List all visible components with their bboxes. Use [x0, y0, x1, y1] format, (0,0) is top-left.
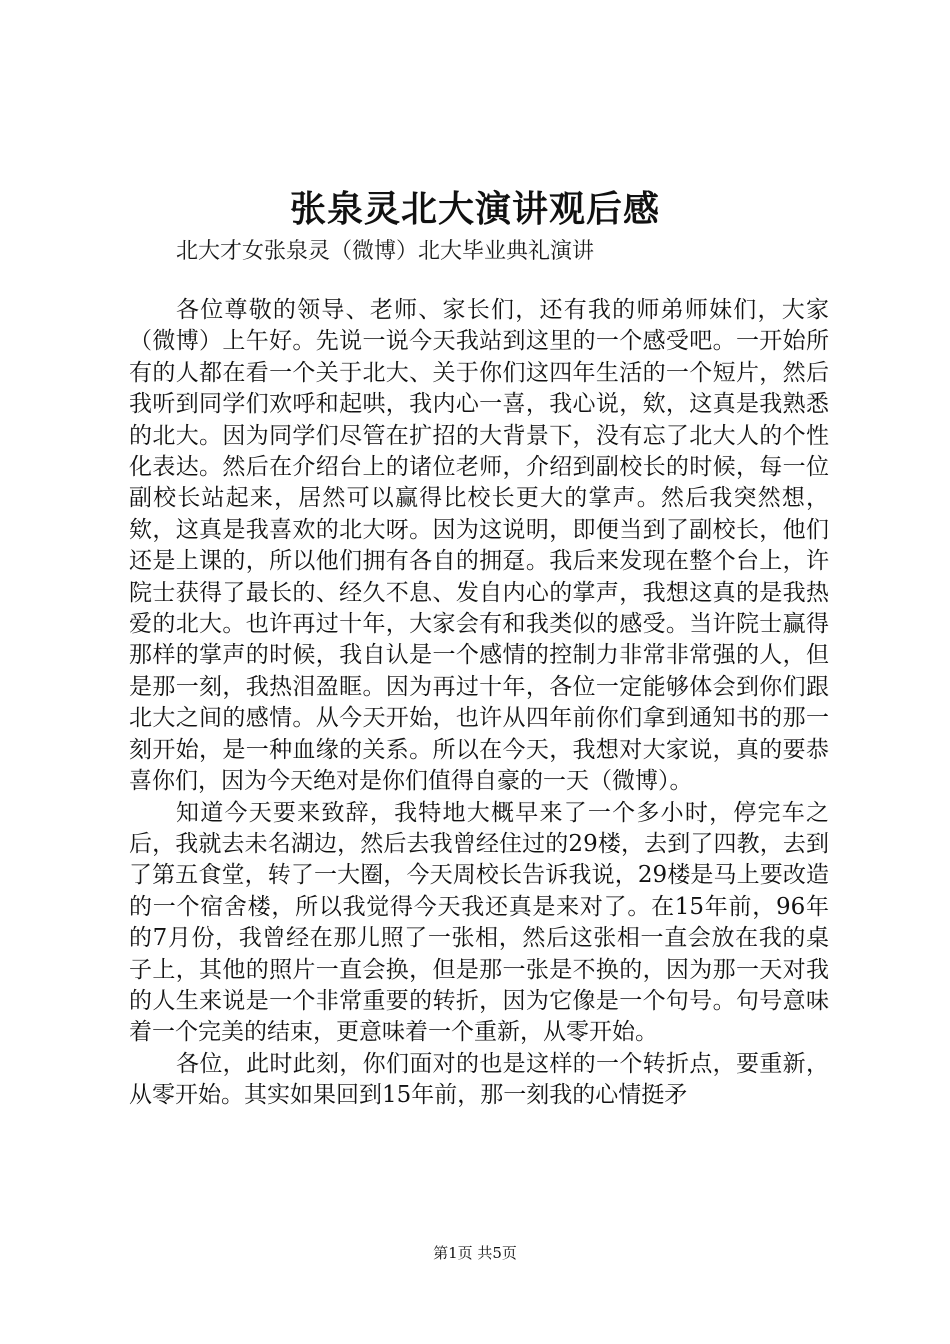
document-subtitle: 北大才女张泉灵（微博）北大毕业典礼演讲: [176, 239, 595, 264]
document-title: 张泉灵北大演讲观后感: [289, 188, 660, 230]
page-number-footer: 第1页 共5页: [433, 1244, 517, 1262]
paragraph: 各位尊敬的领导、老师、家长们，还有我的师弟师妹们，大家（微博）上午好。先说一说今天我站到这里的一个感受吧。一开始所有的人都在看一个关于北大、关于你们这四年生活的一个短片，然后我听到同学们欢呼和起哄，我内心一喜，我心说，欸，这真是我熟悉的北大。因为同学们尽管在扩招的大背景下，没有忘了北大人的个性化表达。然后在介绍台上的诸位老师，介绍到副校长的时候，每一位副校长站起来，居然可以赢得比校长更大的掌声。然后我突然想，欸，这真是我喜欢的北大呀。因为这说明，即便当到了副校长，他们还是上课的，所以他们拥有各自的拥趸。我后来发现在整个台上，许院士获得了最长的、经久不息、发自内心的掌声，我想这真的是我热爱的北大。也许再过十年，大家会有和我类似的感受。当许院士赢得那样的掌声的时候，我自认是一个感情的控制力非常非常强的人，但是那一刻，我热泪盈眶。因为再过十年，各位一定能够体会到你们跟北大之间的感情。从今天开始，也许从四年前你们拿到通知书的那一刻开始，是一种血缘的关系。所以在今天，我想对大家说，真的要恭喜你们，因为今天绝对是你们值得自豪的一天（微博）。: [129, 297, 829, 795]
paragraph: 各位，此时此刻，你们面对的也是这样的一个转折点，要重新，从零开始。其实如果回到15年前，那一刻我的心情挺矛: [129, 1050, 829, 1109]
document-body: [129, 295, 829, 1112]
paragraph: 知道今天要来致辞，我特地大概早来了一个多小时，停完车之后，我就去未名湖边，然后去我曾经住过的29楼，去到了四教，去到了第五食堂，转了一大圈，今天周校长告诉我说，29楼是马上要改造的一个宿舍楼，所以我觉得今天我还真是来对了。在15年前，96年的7月份，我曾经在那儿照了一张相，然后这张相一直会放在我的桌子上，其他的照片一直会换，但是那一张是不换的，因为那一天对我的人生来说是一个非常重要的转折，因为它像是一个句号。句号意味着一个完美的结束，更意味着一个重新，从零开始。: [129, 799, 829, 1046]
